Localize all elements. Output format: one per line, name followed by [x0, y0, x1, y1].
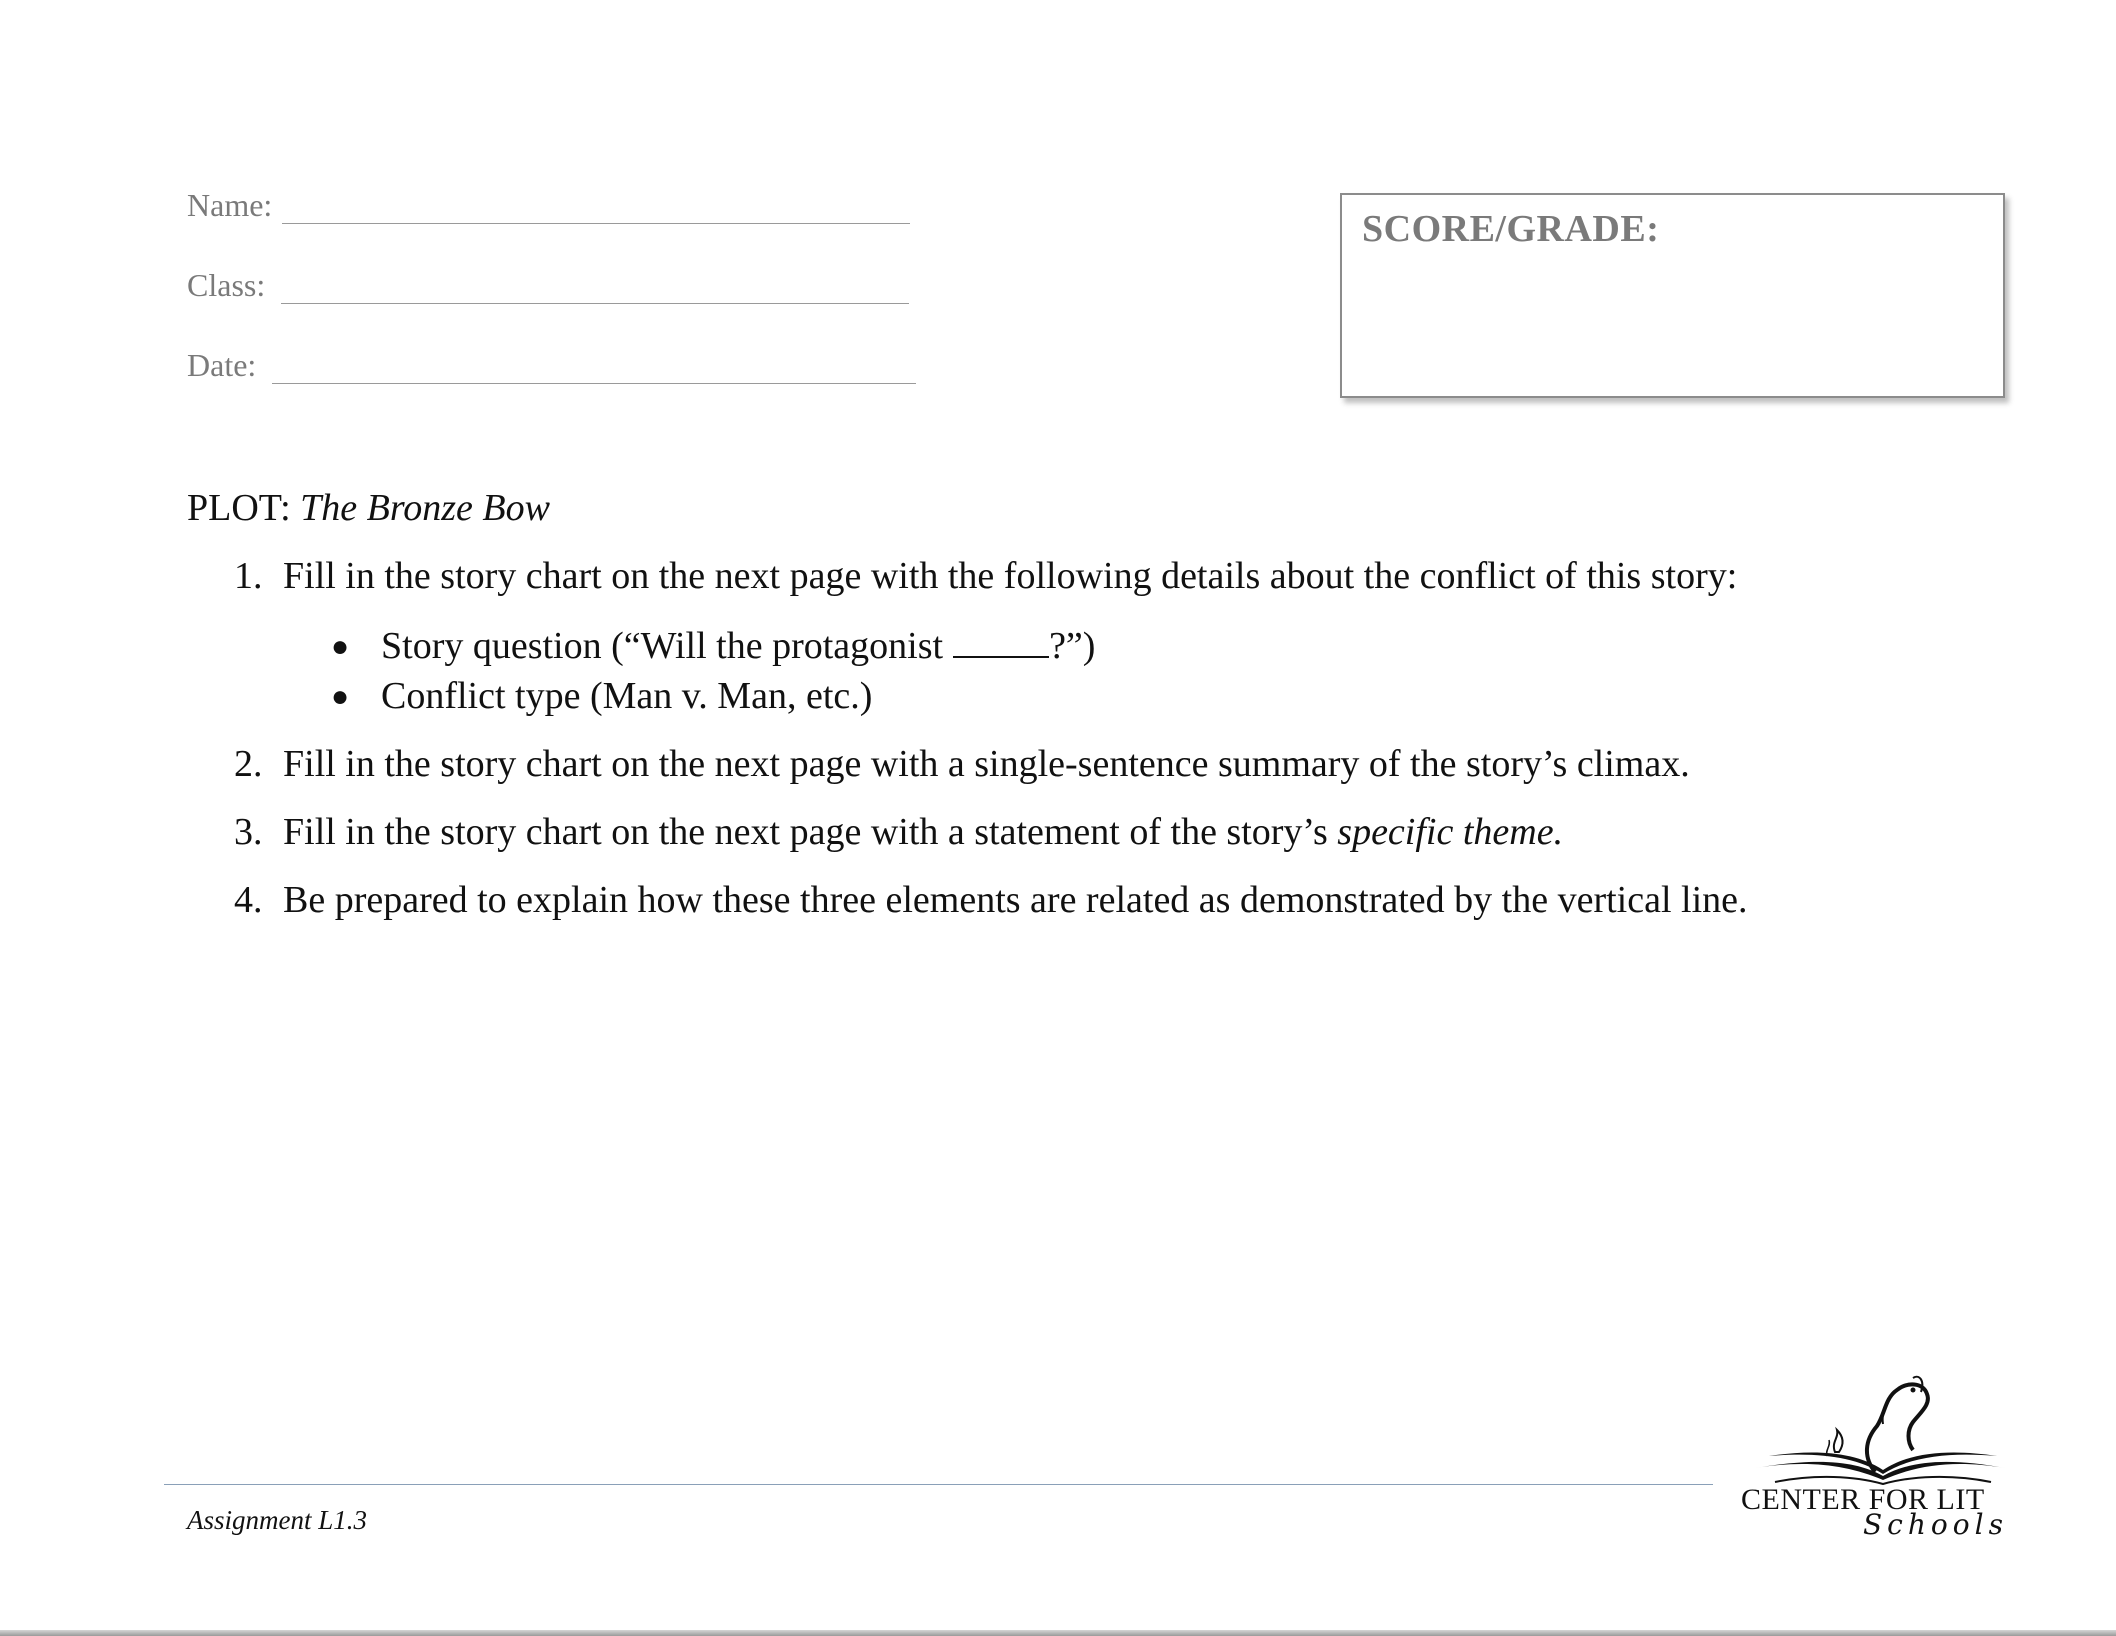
bullet-text-after: ?”) [1049, 625, 1096, 667]
item-number: 3. [234, 811, 263, 853]
class-label: Class: [187, 267, 266, 303]
answer-blank [953, 628, 1049, 658]
instruction-item-1 [234, 554, 1737, 598]
bullet-text: Conflict type (Man v. Man, etc.) [381, 675, 873, 717]
logo-schools-text: Schools [1863, 1508, 2008, 1541]
class-field [187, 267, 909, 304]
item-text: Be prepared to explain how these three elements are related as demonstrated by the vertical line. [283, 879, 1748, 921]
date-label: Date: [187, 347, 257, 383]
class-blank-line[interactable] [281, 273, 909, 304]
instruction-item-2 [234, 742, 1690, 786]
bullet-dot-icon: ● [331, 630, 350, 663]
bullet-text [381, 624, 1095, 668]
bullet-dot-icon: ● [331, 680, 350, 713]
name-blank-line[interactable] [282, 193, 910, 224]
center-for-lit-logo [1735, 1352, 2015, 1541]
name-field [187, 187, 910, 224]
item-text-main: Fill in the story chart on the next page with a statement of the story’s [283, 811, 1338, 853]
item-number: 2. [234, 743, 263, 785]
logo-brand-text: CENTER FOR LIT [1741, 1483, 1985, 1516]
date-blank-line[interactable] [272, 353, 916, 384]
item-text [283, 810, 1563, 854]
score-grade-label: SCORE/GRADE: [1362, 208, 1660, 250]
item-text-emphasis: specific theme. [1337, 811, 1564, 853]
score-grade-box [1340, 193, 2005, 398]
item-text: Fill in the story chart on the next page with a single-sentence summary of the story’s climax. [283, 743, 1690, 785]
assignment-label: Assignment L1.3 [187, 1505, 368, 1535]
book-title: The Bronze Bow [300, 487, 550, 529]
item-text: Fill in the story chart on the next page with the following details about the conflict of this story: [283, 555, 1738, 597]
item-number: 4. [234, 879, 263, 921]
bullet-item-2 [331, 674, 872, 718]
bullet-text-before: Story question (“Will the protagonist [381, 625, 944, 667]
plot-heading [187, 486, 550, 530]
bullet-item-1 [331, 624, 1095, 668]
item-number: 1. [234, 555, 263, 597]
instruction-item-4 [234, 878, 1748, 922]
instruction-item-3 [234, 810, 1563, 854]
pelican-book-icon [1735, 1352, 2015, 1492]
date-field [187, 347, 916, 384]
window-bottom-edge [0, 1630, 2116, 1636]
plot-prefix: PLOT: [187, 487, 291, 529]
footer-divider [164, 1484, 1713, 1485]
name-label: Name: [187, 187, 273, 223]
